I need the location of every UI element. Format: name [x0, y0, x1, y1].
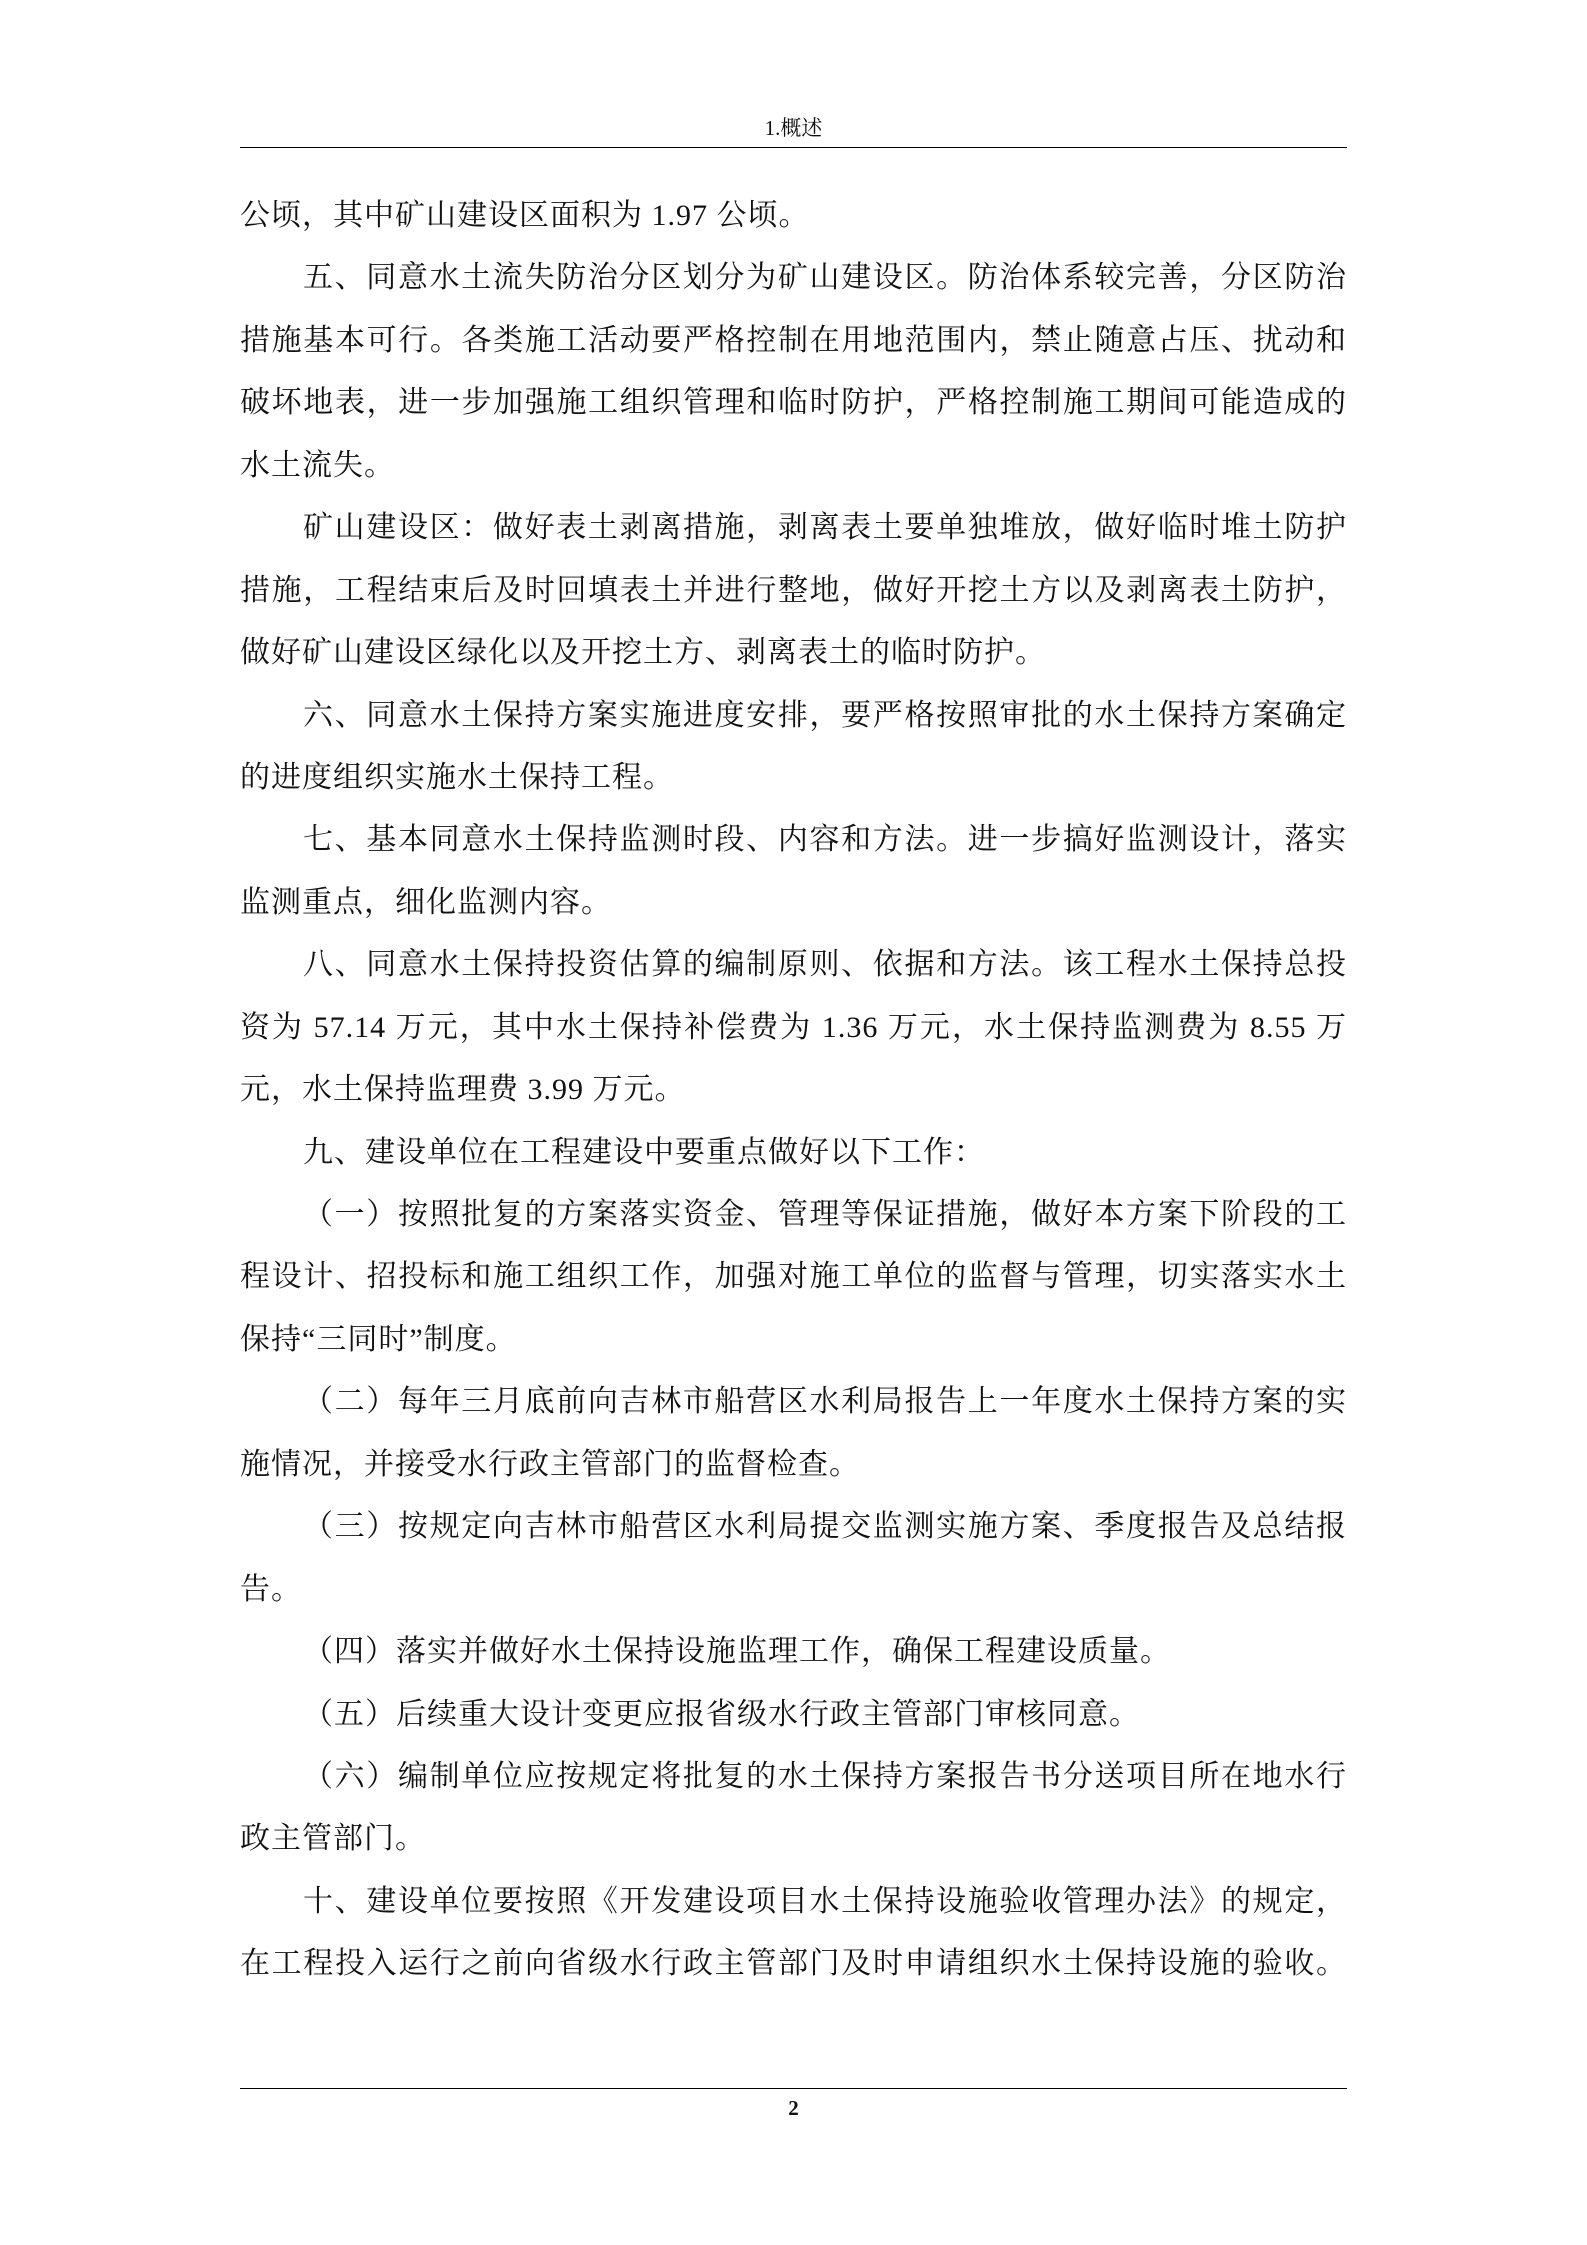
header-rule — [240, 147, 1347, 148]
body-line: （四）落实并做好水土保持设施监理工作，确保工程建设质量。 — [303, 1635, 1171, 1669]
body-line: 监测重点，细化监测内容。 — [240, 885, 612, 919]
body-line: 措施基本可行。各类施工活动要严格控制在用地范围内，禁止随意占压、扰动和 — [240, 323, 1347, 357]
running-header: 1.概述 — [764, 116, 823, 140]
body-line: （五）后续重大设计变更应报省级水行政主管部门审核同意。 — [303, 1697, 1140, 1731]
body-line: 水土流失。 — [240, 448, 395, 482]
paragraph — [240, 1184, 1347, 1371]
body-line: （二）每年三月底前向吉林市船营区水利局报告上一年度水土保持方案的实 — [303, 1385, 1347, 1419]
paragraph — [240, 1871, 1347, 1996]
paragraph — [240, 809, 1347, 934]
body-line: 告。 — [240, 1572, 302, 1606]
body-line: 施情况，并接受水行政主管部门的监督检查。 — [240, 1447, 860, 1481]
body-line: 九、建设单位在工程建设中要重点做好以下工作： — [303, 1135, 985, 1169]
footer-rule — [240, 2088, 1347, 2089]
body-line: 在工程投入运行之前向省级水行政主管部门及时申请组织水土保持设施的验收。 — [240, 1947, 1347, 1981]
body-line: 公顷，其中矿山建设区面积为 1.97 公顷。 — [240, 199, 810, 232]
body-line: 矿山建设区：做好表土剥离措施，剥离表土要单独堆放，做好临时堆土防护 — [303, 511, 1347, 545]
paragraph — [240, 1122, 1347, 1184]
page-number: 2 — [788, 2096, 799, 2120]
body-line: 破坏地表，进一步加强施工组织管理和临时防护，严格控制施工期间可能造成的 — [240, 386, 1347, 420]
body-line: 措施，工程结束后及时回填表土并进行整地，做好开挖土方以及剥离表土防护， — [240, 573, 1347, 607]
body-line: 十、建设单位要按照《开发建设项目水土保持设施验收管理办法》的规定， — [303, 1884, 1347, 1918]
body-line: 程设计、招投标和施工组织工作，加强对施工单位的监督与管理，切实落实水土 — [240, 1260, 1347, 1294]
body-line: （三）按规定向吉林市船营区水利局提交监测实施方案、季度报告及总结报 — [303, 1510, 1347, 1544]
body-line: 五、同意水土流失防治分区划分为矿山建设区。防治体系较完善，分区防治 — [303, 261, 1347, 295]
paragraph — [240, 247, 1347, 497]
paragraph — [240, 1621, 1347, 1683]
body-line: （六）编制单位应按规定将批复的水土保持方案报告书分送项目所在地水行 — [303, 1759, 1347, 1793]
body-line: 七、基本同意水土保持监测时段、内容和方法。进一步搞好监测设计，落实 — [303, 823, 1347, 857]
body-line: 保持“三同时”制度。 — [240, 1322, 517, 1356]
paragraph — [240, 497, 1347, 684]
paragraph — [240, 1684, 1347, 1746]
body-line: 资为 57.14 万元，其中水土保持补偿费为 1.36 万元，水土保持监测费为 8.55 万 — [240, 1010, 1347, 1044]
paragraph — [240, 1746, 1347, 1871]
body-text — [240, 185, 1347, 1996]
body-line: 八、同意水土保持投资估算的编制原则、依据和方法。该工程水土保持总投 — [303, 948, 1347, 982]
paragraph — [240, 185, 1347, 247]
paragraph — [240, 685, 1347, 810]
body-line: 做好矿山建设区绿化以及开挖土方、剥离表土的临时防护。 — [240, 636, 1046, 670]
body-line: 六、同意水土保持方案实施进度安排，要严格按照审批的水土保持方案确定 — [303, 698, 1347, 732]
body-line: 政主管部门。 — [240, 1822, 426, 1856]
paragraph — [240, 1496, 1347, 1621]
paragraph — [240, 934, 1347, 1121]
body-line: 的进度组织实施水土保持工程。 — [240, 760, 674, 794]
body-line: 元，水土保持监理费 3.99 万元。 — [240, 1073, 686, 1107]
body-line: （一）按照批复的方案落实资金、管理等保证措施，做好本方案下阶段的工 — [303, 1198, 1347, 1231]
paragraph — [240, 1371, 1347, 1496]
